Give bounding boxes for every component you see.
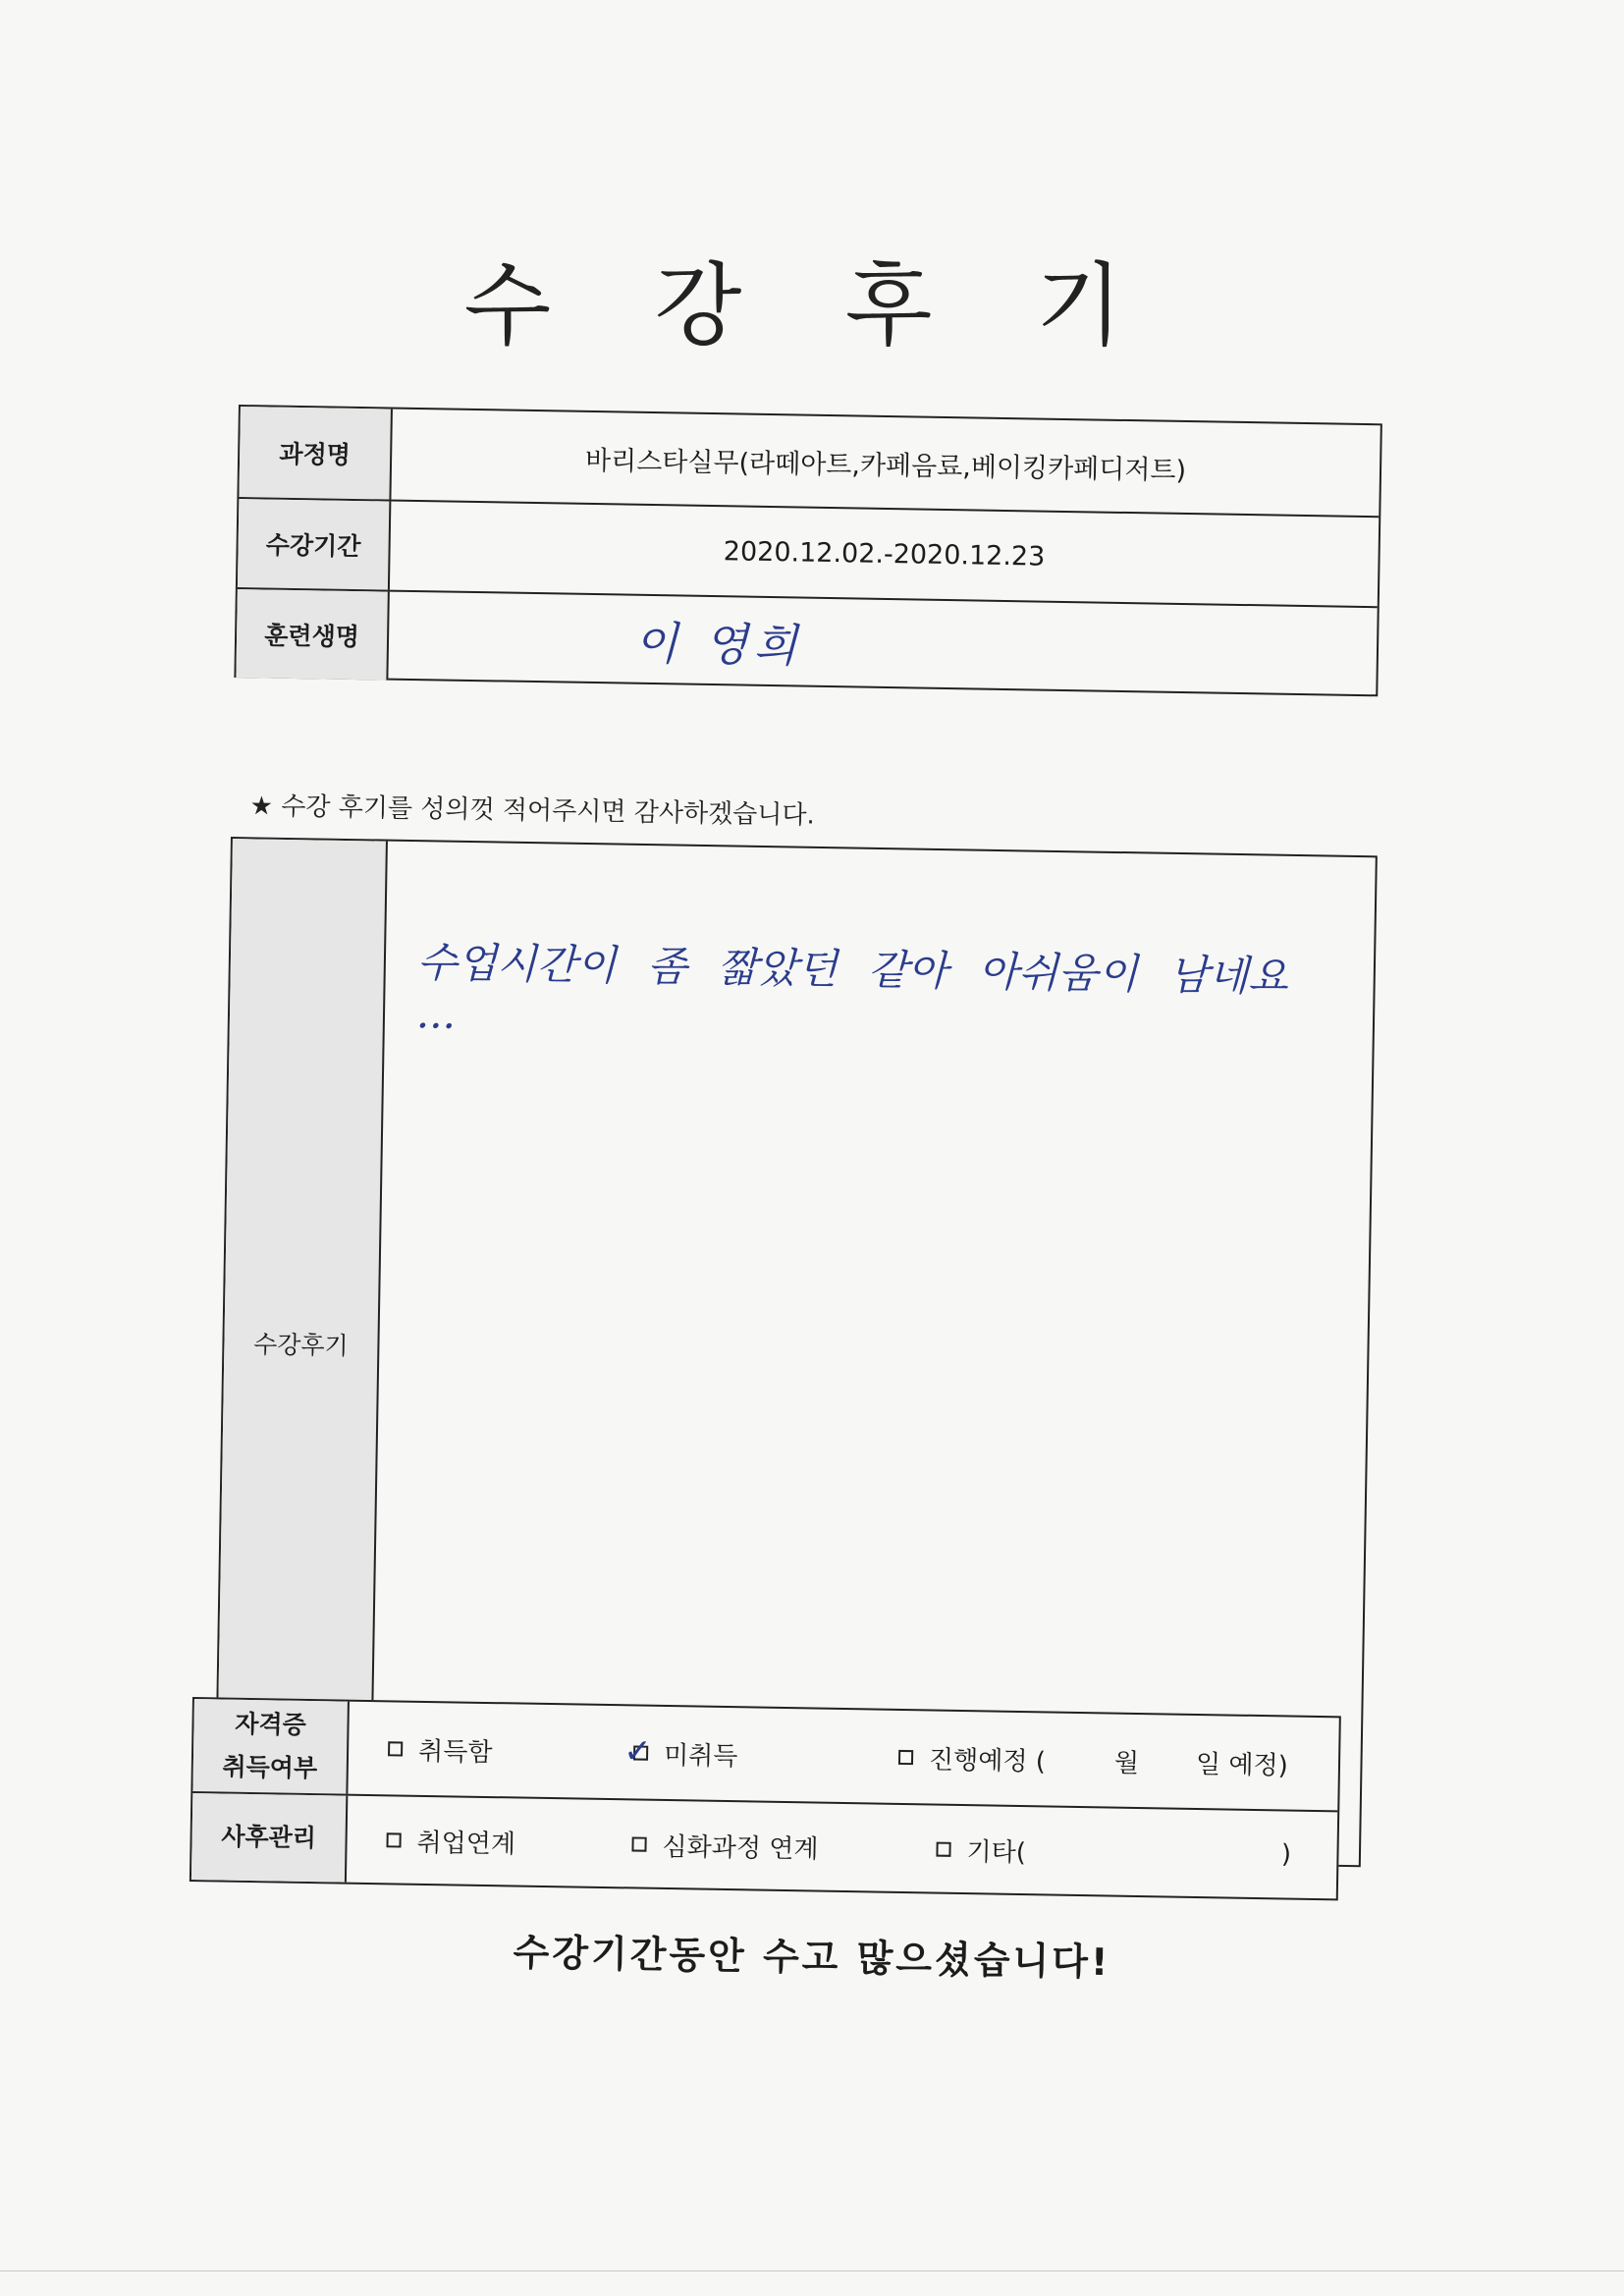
checkbox[interactable] <box>631 1836 646 1851</box>
trainee-name-row <box>236 587 1377 696</box>
review-label: 수강후기 <box>216 839 388 1848</box>
option-label: 취득함 <box>417 1736 493 1768</box>
certificate-option-acquired[interactable] <box>387 1702 493 1796</box>
aftercare-option-employment[interactable] <box>386 1796 516 1885</box>
course-name-label: 과정명 <box>239 407 393 500</box>
checkbox-checked[interactable] <box>623 1730 652 1772</box>
certificate-option-not-acquired[interactable] <box>623 1706 738 1800</box>
aftercare-label: 사후관리 <box>191 1793 348 1883</box>
trainee-name-label: 훈련생명 <box>236 589 389 681</box>
checkbox[interactable] <box>898 1749 913 1764</box>
course-period-label: 수강기간 <box>238 499 391 590</box>
aftercare-option-advanced-course[interactable] <box>631 1800 819 1889</box>
certificate-option-scheduled[interactable] <box>897 1711 1288 1810</box>
closing-message: 수강기간동안 수고 많으셨습니다! <box>513 1930 1111 1985</box>
notice-text: ★ 수강 후기를 성의껏 적어주시면 감사하겠습니다. <box>249 791 816 831</box>
option-label: 진행예정 ( <box>928 1744 1047 1777</box>
aftercare-row <box>191 1791 1337 1898</box>
month-label: 월 <box>1113 1748 1140 1778</box>
review-handwritten-text: 수업시간이 좀 짧았던 같아 아쉬움이 남네요 ... <box>415 938 1289 1038</box>
checkbox[interactable] <box>388 1741 403 1756</box>
option-label: 취업연계 <box>416 1828 516 1859</box>
certificate-label-line2: 취득여부 <box>222 1752 318 1783</box>
option-label: 기타( <box>966 1836 1027 1868</box>
day-label: 일 예정) <box>1195 1749 1289 1781</box>
trainee-name-cell <box>388 592 1377 697</box>
certificate-label-line1: 자격증 <box>235 1709 307 1739</box>
close-paren: ) <box>1280 1839 1292 1870</box>
checkbox[interactable] <box>936 1841 950 1856</box>
course-period-value: 2020.12.02.-2020.12.23 <box>723 535 1046 573</box>
checkbox[interactable] <box>386 1832 401 1847</box>
option-label: 미취득 <box>663 1740 738 1772</box>
aftercare-option-other[interactable] <box>936 1806 1292 1898</box>
check-mark-icon: ✓ <box>623 1730 652 1772</box>
page-title: 수 강 후 기 <box>463 253 1161 358</box>
course-info-table <box>234 405 1381 696</box>
status-table <box>189 1697 1341 1900</box>
option-label: 심화과정 연계 <box>662 1831 819 1865</box>
certificate-label <box>192 1699 350 1794</box>
trainee-name-handwritten: 이 영희 <box>633 616 804 673</box>
scan-edge-divider <box>0 2270 1624 2271</box>
course-name-value: 바리스타실무(라떼아트,카페음료,베이킹카페디저트) <box>584 445 1187 486</box>
